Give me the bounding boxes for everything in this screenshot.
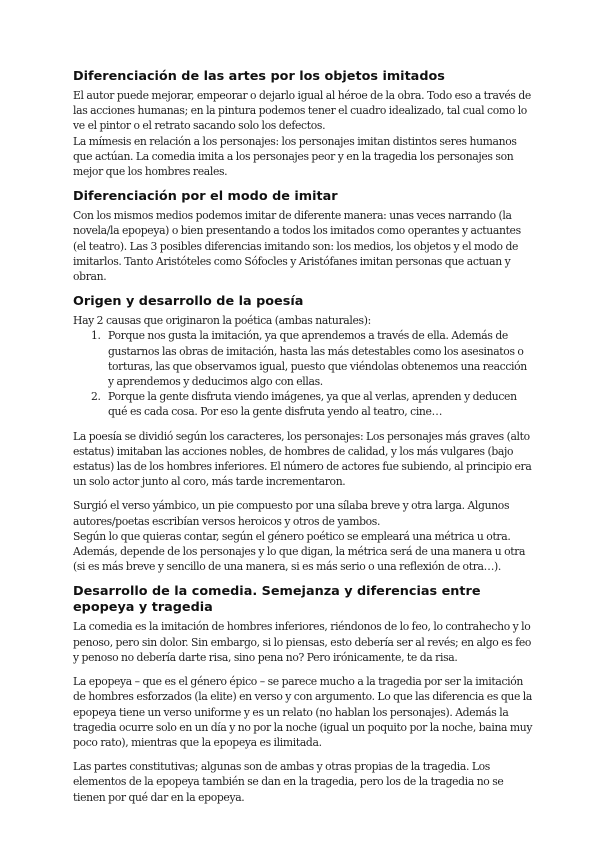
document-body bbox=[73, 69, 533, 805]
section-heading: Desarrollo de la comedia. Semejanza y diferencias entre epopeya y tragedia bbox=[73, 584, 481, 616]
paragraph-intro: Hay 2 causas que originaron la poética (ambas naturales): bbox=[73, 314, 371, 328]
list-item bbox=[73, 328, 533, 389]
list-number: 2. bbox=[91, 390, 101, 404]
paragraph: Las partes constitutivas; algunas son de ambas y otras propias de la tragedia. Los elementos de la epopeya también se dan en la tragedia, pero los de la tragedia no se tienen por qué dar en la epopeya. bbox=[73, 760, 504, 804]
paragraph: La epopeya – que es el género épico – se parece mucho a la tragedia por ser la imitación de hombres esforzados (la elite) en verso y con argumento. Lo que las diferencia es que la epopeya tiene un verso uniforme y es un relato (no hablan los personajes). Además la tragedia ocurre solo en un día y no por la noche (igual un poquito por la noche, baina muy poco rato), mientras que la epopeya es ilimitada. bbox=[73, 675, 533, 749]
section-heading: Diferenciación de las artes por los objetos imitados bbox=[73, 69, 445, 84]
section-desarrollo-comedia bbox=[73, 584, 533, 804]
list-item bbox=[73, 389, 533, 419]
list-number: 1. bbox=[91, 329, 101, 343]
paragraph: Según lo que quieras contar, según el género poético se empleará una métrica u otra. Además, depende de los personajes y lo que digan, la métrica será de una manera u otra (si es más breve y sencillo de una manera, si es más serio o una reflexión de otra…). bbox=[73, 529, 526, 574]
section-objetos-imitados bbox=[73, 69, 533, 179]
paragraph: La comedia es la imitación de hombres inferiores, riéndonos de lo feo, lo contrahecho y lo penoso, pero sin dolor. Sin embargo, si lo piensas, esto debería ser al revés; en algo es feo y penoso no debería darte risa, sino pena no? Pero irónicamente, te da risa. bbox=[73, 620, 532, 664]
paragraph: Con los mismos medios podemos imitar de diferente manera: unas veces narrando (la novela/la epopeya) o bien presentando a todos los imitados como operantes y actuantes (el teatro). Las 3 posibles diferencias imitando son: los medios, los objetos y el modo de imitarlos. Tanto Aristóteles como Sófocles y Aristófanes imitan personas que actuan y obran. bbox=[73, 209, 521, 284]
list-text: Porque nos gusta la imitación, ya que aprendemos a través de ella. Además de gustarnos las obras de imitación, hasta las más detestables como los asesinatos o torturas, las que observamos igual, puesto que viéndolas obtenemos una reacción y aprendemos y deducimos algo con ellas. bbox=[108, 329, 527, 389]
causes-list bbox=[73, 328, 533, 419]
paragraph: La mímesis en relación a los personajes: los personajes imitan distintos seres humanos que actúan. La comedia imita a los personajes peor y en la tragedia los personajes son mejor que los hombres reales. bbox=[73, 134, 517, 179]
section-origen-poesia bbox=[73, 294, 533, 574]
paragraph: La poesía se dividió según los caracteres, los personajes: Los personajes más graves (alto estatus) imitaban las acciones nobles, de hombres de calidad, y los más vulgares (bajo estatus) las de los hombres inferiores. El número de actores fue subiendo, al principio era un solo actor junto al coro, más tarde incrementaron. bbox=[73, 429, 532, 489]
paragraph: El autor puede mejorar, empeorar o dejarlo igual al héroe de la obra. Todo eso a través de las acciones humanas; en la pintura podemos tener el cuadro idealizado, tal cual como lo ve el pintor o el retrato sacando solo los defectos. bbox=[73, 89, 531, 133]
section-heading: Diferenciación por el modo de imitar bbox=[73, 189, 338, 205]
paragraph: Surgió el verso yámbico, un pie compuesto por una sílaba breve y otra larga. Algunos autores/poetas escribían versos heroicos y otros de yambos. bbox=[73, 499, 510, 528]
section-heading: Origen y desarrollo de la poesía bbox=[73, 294, 304, 310]
section-modo-de-imitar bbox=[73, 189, 533, 284]
list-text: Porque la gente disfruta viendo imágenes, ya que al verlas, aprenden y deducen qué es cada cosa. Por eso la gente disfruta yendo al teatro, cine… bbox=[108, 390, 517, 419]
